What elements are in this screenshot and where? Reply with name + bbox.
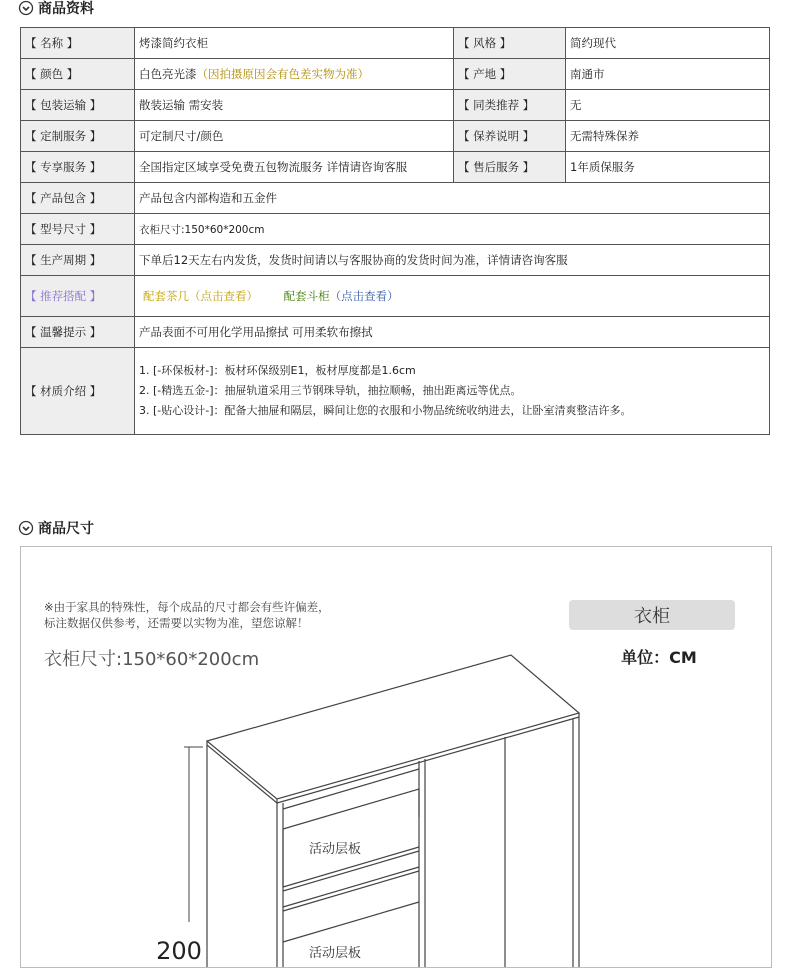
spec-value: 1年质保服务 bbox=[566, 152, 770, 183]
color-value: 白色亮光漆 bbox=[139, 67, 197, 81]
table-row bbox=[21, 245, 770, 276]
dimension-panel bbox=[20, 546, 772, 968]
spec-value: 烤漆简约衣柜 bbox=[135, 28, 454, 59]
match-1-link: （点击查看） bbox=[189, 289, 258, 303]
spec-value: 产品包含内部构造和五金件 bbox=[135, 183, 770, 214]
spec-value: 可定制尺寸/颜色 bbox=[135, 121, 454, 152]
material-line: 3. [-贴心设计-]：配备大抽屉和隔层，瞬间让您的衣服和小物品统统收纳进去，让卧室清爽整洁许多。 bbox=[139, 404, 632, 417]
table-row bbox=[21, 348, 770, 435]
section-title-info bbox=[18, 0, 94, 18]
height-value: 200 bbox=[156, 937, 202, 965]
section-title-dimension bbox=[18, 518, 94, 538]
spec-value: 衣柜尺寸:150*60*200cm bbox=[135, 214, 770, 245]
spec-label: 【 定制服务 】 bbox=[21, 121, 135, 152]
spec-value: 无 bbox=[566, 90, 770, 121]
spec-label: 【 风格 】 bbox=[454, 28, 566, 59]
table-row bbox=[21, 317, 770, 348]
spec-label: 【 专享服务 】 bbox=[21, 152, 135, 183]
height-dimension-line bbox=[184, 747, 203, 922]
table-row bbox=[21, 152, 770, 183]
shelf-label: 活动层板 bbox=[308, 946, 362, 961]
spec-value bbox=[135, 348, 770, 435]
table-row bbox=[21, 121, 770, 152]
spec-value: 全国指定区域享受免费五包物流服务 详情请咨询客服 bbox=[135, 152, 454, 183]
section-title-info-text: 商品资料 bbox=[38, 1, 94, 17]
chevron-circle-icon bbox=[18, 520, 34, 536]
spec-table bbox=[20, 27, 770, 435]
spec-value: 下单后12天左右内发货，发货时间请以与客服协商的发货时间为准，详情请咨询客服 bbox=[135, 245, 770, 276]
spec-label: 【 推荐搭配 】 bbox=[21, 276, 135, 317]
table-row bbox=[21, 214, 770, 245]
spec-label: 【 保养说明 】 bbox=[454, 121, 566, 152]
spec-label: 【 生产周期 】 bbox=[21, 245, 135, 276]
shelf-label: 活动层板 bbox=[308, 842, 362, 857]
chevron-circle-icon bbox=[18, 0, 34, 16]
spec-value bbox=[135, 59, 454, 90]
unit-label: 单位：CM bbox=[621, 648, 697, 667]
match-1-name: 配套茶几 bbox=[143, 289, 189, 303]
material-line: 1. [-环保板材-]：板材环保级别E1，板材厚度都是1.6cm bbox=[139, 364, 416, 377]
table-row bbox=[21, 183, 770, 214]
match-2-link: （点击查看） bbox=[329, 289, 399, 303]
match-link-tea-table[interactable] bbox=[143, 289, 258, 303]
spec-value: 产品表面不可用化学用品擦拭 可用柔软布擦拭 bbox=[135, 317, 770, 348]
spec-label: 【 名称 】 bbox=[21, 28, 135, 59]
category-badge-text: 衣柜 bbox=[634, 606, 670, 627]
spec-label: 【 售后服务 】 bbox=[454, 152, 566, 183]
dimension-note-line2: 标注数据仅供参考，还需要以实物为准，望您谅解！ bbox=[44, 616, 309, 630]
section-title-dimension-text: 商品尺寸 bbox=[38, 521, 94, 537]
spec-value: 南通市 bbox=[566, 59, 770, 90]
material-line: 2. [-精选五金-]：抽屉轨道采用三节钢珠导轨，抽拉顺畅，抽出距离远等优点。 bbox=[139, 384, 522, 397]
table-row bbox=[21, 28, 770, 59]
table-row bbox=[21, 90, 770, 121]
spec-value: 散装运输 需安装 bbox=[135, 90, 454, 121]
dimension-note-line1: ※由于家具的特殊性，每个成品的尺寸都会有些许偏差， bbox=[44, 600, 330, 614]
spec-label: 【 型号尺寸 】 bbox=[21, 214, 135, 245]
spec-value bbox=[135, 276, 770, 317]
color-note: （因拍摄原因会有色差实物为准） bbox=[196, 67, 369, 81]
spec-value: 简约现代 bbox=[566, 28, 770, 59]
spec-label: 【 颜色 】 bbox=[21, 59, 135, 90]
match-link-cabinet[interactable] bbox=[284, 289, 399, 303]
table-row bbox=[21, 276, 770, 317]
table-row bbox=[21, 59, 770, 90]
match-2-name: 配套斗柜 bbox=[283, 289, 330, 303]
spec-label: 【 温馨提示 】 bbox=[21, 317, 135, 348]
spec-label: 【 材质介绍 】 bbox=[21, 348, 135, 435]
wardrobe-outline bbox=[207, 655, 579, 967]
spec-value: 无需特殊保养 bbox=[566, 121, 770, 152]
dimension-size-text: 衣柜尺寸:150*60*200cm bbox=[44, 649, 260, 670]
spec-label: 【 同类推荐 】 bbox=[454, 90, 566, 121]
spec-label: 【 产品包含 】 bbox=[21, 183, 135, 214]
spec-label: 【 产地 】 bbox=[454, 59, 566, 90]
spec-label: 【 包装运输 】 bbox=[21, 90, 135, 121]
wardrobe-drawing bbox=[21, 547, 771, 967]
